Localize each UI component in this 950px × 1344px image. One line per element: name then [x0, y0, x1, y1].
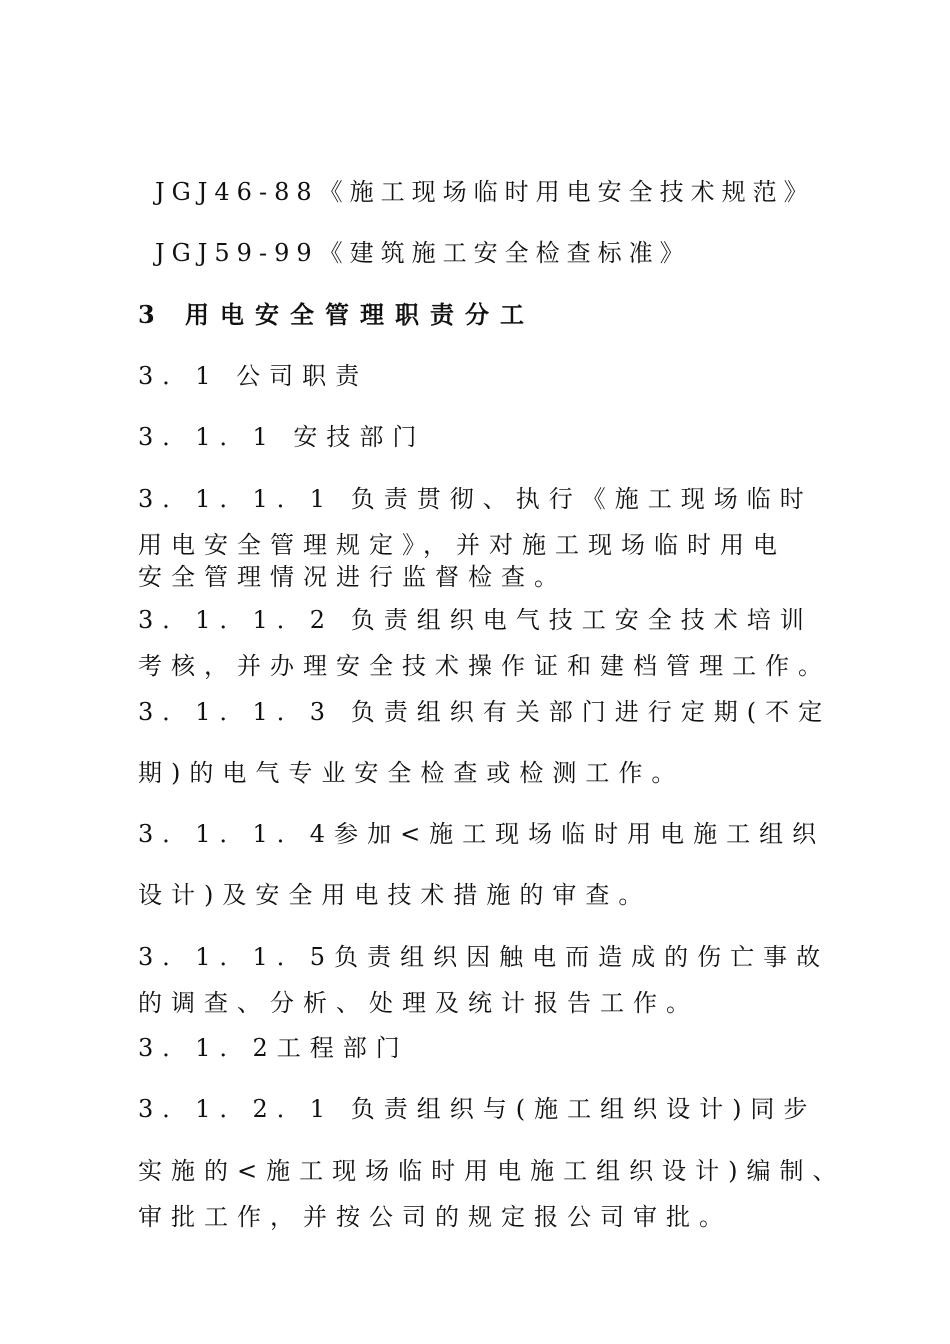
paragraph-line: 设计)及安全用电技术措施的审查。 — [138, 881, 652, 909]
subsection-heading: 3．1 公司职责 — [138, 362, 369, 390]
paragraph-line: 3．1．1．4参加<施工现场临时用电施工组织 — [138, 820, 826, 848]
reference-line: JGJ46-88《施工现场临时用电安全技术规范》 — [155, 178, 815, 206]
paragraph-line: 实施的<施工现场临时用电施工组织设计)编制、 — [138, 1157, 846, 1185]
subsection-heading: 3．1．1 安技部门 — [138, 423, 426, 451]
section-heading: 3 用电安全管理职责分工 — [138, 300, 536, 329]
paragraph-line: 3．1．1．2 负责组织电气技工安全技术培训 — [138, 606, 813, 634]
paragraph-line: 期)的电气专业安全检查或检测工作。 — [138, 759, 685, 787]
paragraph-line: 3．1．2．1 负责组织与(施工组织设计)同步 — [138, 1095, 817, 1123]
paragraph-line: 审批工作，并按公司的规定报公司审批。 — [138, 1203, 732, 1231]
subsection-heading: 3．1．2工程部门 — [138, 1034, 409, 1062]
paragraph-line: 考核，并办理安全技术操作证和建档管理工作。 — [138, 652, 831, 680]
paragraph-line: 3．1．1．5负责组织因触电而造成的伤亡事故 — [138, 943, 830, 971]
paragraph-line: 的调查、分析、处理及统计报告工作。 — [138, 989, 699, 1017]
paragraph-line: 3．1．1．3 负责组织有关部门进行定期(不定 — [138, 698, 832, 726]
paragraph-line: 用电安全管理规定》，并对施工现场临时用电 — [138, 531, 786, 559]
paragraph-line: 安全管理情况进行监督检查。 — [138, 563, 567, 591]
reference-line: JGJ59-99《建筑施工安全检查标准》 — [155, 239, 691, 267]
paragraph-line: 3．1．1．1 负责贯彻、执行《施工现场临时 — [138, 485, 813, 513]
